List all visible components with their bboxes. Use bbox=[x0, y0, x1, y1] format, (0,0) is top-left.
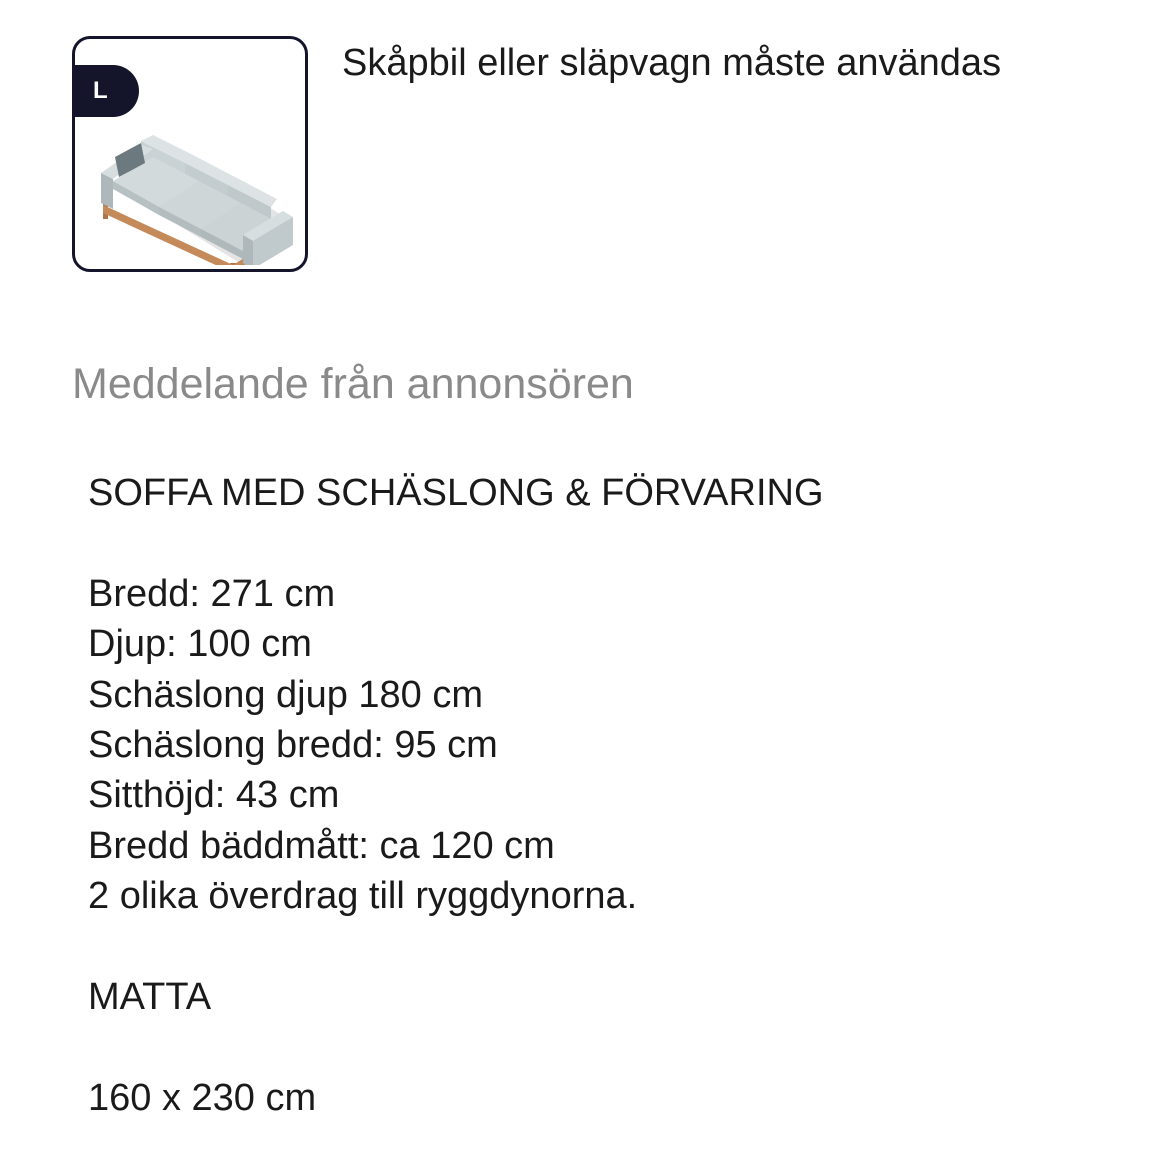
size-info-row bbox=[72, 36, 1001, 272]
message-body bbox=[88, 468, 824, 1123]
spec-chaise-depth: Schäslong djup 180 cm bbox=[88, 673, 484, 716]
spec-depth: Djup: 100 cm bbox=[88, 623, 312, 666]
spec-width: Bredd: 271 cm bbox=[88, 572, 336, 615]
spec-seat-height: Sitthöjd: 43 cm bbox=[88, 774, 340, 817]
spec-covers: 2 olika överdrag till ryggdynorna. bbox=[88, 875, 638, 918]
size-card bbox=[72, 36, 308, 272]
spec-bed-width: Bredd bäddmått: ca 120 cm bbox=[88, 824, 555, 867]
rug-title: MATTA bbox=[88, 975, 212, 1018]
size-badge: L bbox=[73, 65, 139, 117]
transport-note: Skåpbil eller släpvagn måste användas bbox=[342, 42, 1002, 84]
spec-chaise-width: Schäslong bredd: 95 cm bbox=[88, 723, 498, 766]
rug-size: 160 x 230 cm bbox=[88, 1076, 317, 1119]
message-title: SOFFA MED SCHÄSLONG & FÖRVARING bbox=[88, 472, 824, 514]
message-heading: Meddelande från annonsören bbox=[72, 360, 634, 408]
